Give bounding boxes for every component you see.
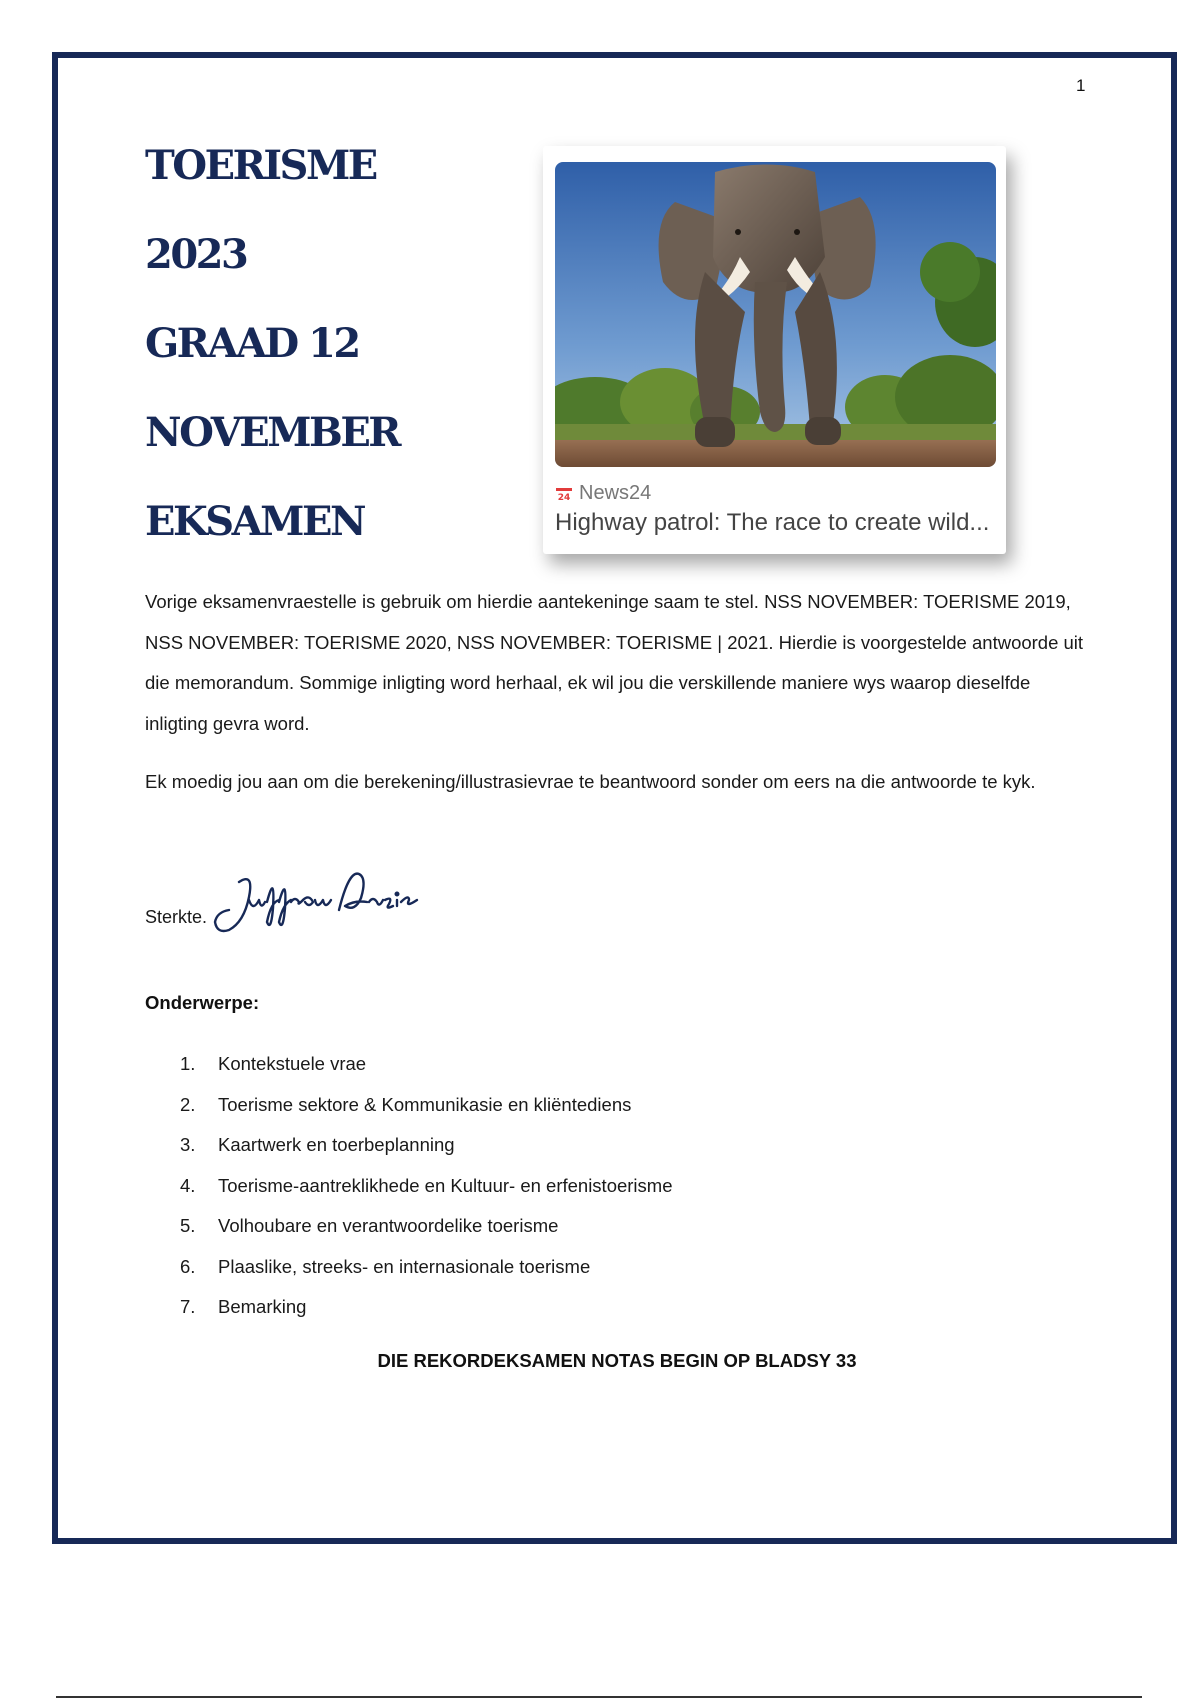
list-number: 2.: [180, 1093, 196, 1115]
final-note: DIE REKORDEKSAMEN NOTAS BEGIN OP BLADSY 33: [377, 1350, 857, 1371]
svg-text:24: 24: [557, 492, 571, 502]
title-line-year: 2023: [145, 231, 247, 278]
news-source-label: News24: [579, 482, 652, 504]
list-item: [180, 1166, 673, 1207]
list-number: 5.: [180, 1215, 196, 1236]
elephant-photo: [555, 162, 996, 467]
list-item: [180, 1125, 673, 1166]
signoff-text: Sterkte.: [145, 906, 208, 927]
list-number: 4.: [180, 1174, 196, 1196]
topic-label: Kaartwerk en toerbeplanning: [218, 1134, 455, 1155]
topic-label: Bemarking: [218, 1296, 307, 1317]
handwritten-signature: [209, 862, 429, 942]
list-item: [180, 1085, 673, 1126]
topic-label: Toerisme-aantreklikhede en Kultuur- en erfenistoerisme: [218, 1174, 673, 1196]
news24-icon: [556, 486, 572, 502]
title-line-exam: EKSAMEN: [145, 498, 365, 545]
list-number: 7.: [180, 1296, 196, 1317]
encouragement-paragraph: Ek moedig jou aan om die berekening/illustrasievrae te beantwoord sonder om eers na die antwoorde te kyk.: [145, 771, 1036, 792]
intro-paragraph: Vorige eksamenvraestelle is gebruik om hierdie aantekeninge saam te stel. NSS NOVEMBER: TOERISME 2019, NSS NOVEMBER: TOERISME 2020, NSS NOVEMBER: TOERISME | 2021. Hierdie is voorgestelde antwoorde uit die memorandum. Sommige inligting word herhaal, ek wil jou die verskillende maniere wys waarop dieselfde inligting gevra word.: [145, 591, 1084, 734]
news-source: [556, 482, 651, 505]
list-number: 1.: [180, 1053, 196, 1074]
list-number: 6.: [180, 1255, 196, 1277]
news-headline-link[interactable]: Highway patrol: The race to create wild...: [555, 509, 990, 536]
page-number: 1: [1076, 76, 1086, 95]
topic-label: Toerisme sektore & Kommunikasie en kliëntediens: [218, 1093, 632, 1115]
document-title: [145, 138, 399, 583]
topics-heading: Onderwerpe:: [145, 992, 260, 1013]
bottom-divider: [56, 1696, 1142, 1698]
topics-list: [180, 1044, 673, 1328]
news-card[interactable]: [543, 146, 1006, 554]
topic-label: Volhoubare en verantwoordelike toerisme: [218, 1215, 559, 1236]
title-line-month: NOVEMBER: [145, 409, 400, 456]
list-item: [180, 1044, 673, 1085]
list-item: [180, 1206, 673, 1247]
list-item: [180, 1287, 673, 1328]
list-number: 3.: [180, 1134, 196, 1155]
title-line-subject: TOERISME: [145, 142, 376, 189]
topic-label: Kontekstuele vrae: [218, 1053, 367, 1074]
title-line-grade: GRAAD 12: [145, 320, 359, 367]
topic-label: Plaaslike, streeks- en internasionale toerisme: [218, 1255, 591, 1277]
signoff: [145, 862, 429, 942]
list-item: [180, 1247, 673, 1288]
